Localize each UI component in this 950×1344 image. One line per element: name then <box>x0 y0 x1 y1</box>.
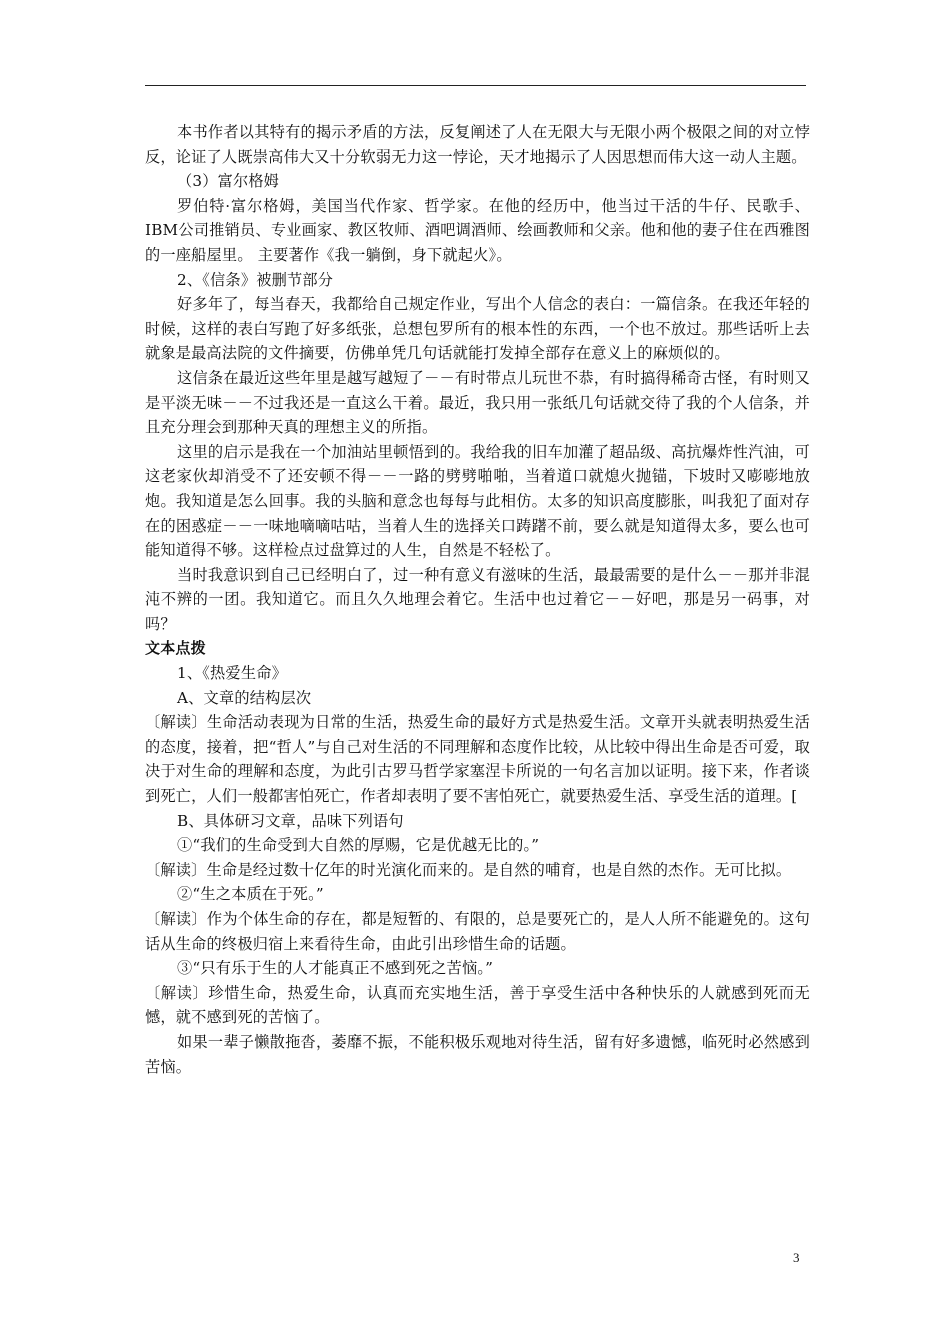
paragraph: 这里的启示是我在一个加油站里顿悟到的。我给我的旧车加灌了超品级、高抗爆炸性汽油，可这老家伙却消受不了还安顿不得－－一路的劈劈啪啪，当着道口就熄火抛锚，下坡时又嘭嘭地放炮。我知道是怎么回事。我的头脑和意念也每每与此相仿。太多的知识高度膨胀，叫我犯了面对存在的困惑症－－一味地嘀嘀咕咕，当着人生的选择关口踌躇不前，要么就是知道得太多，要么也可能知道得不够。这样检点过盘算过的人生，自然是不轻松了。 <box>145 442 810 560</box>
paragraph: A、文章的结构层次 <box>177 688 312 707</box>
paragraph: B、具体研习文章，品味下列语句 <box>177 811 404 830</box>
paragraph: 如果一辈子懒散拖沓，萎靡不振，不能积极乐观地对待生活，留有好多遗憾，临死时必然感到苦恼。 <box>145 1032 810 1076</box>
page-number: 3 <box>793 1250 800 1265</box>
paragraph: 〔解读〕生命是经过数十亿年的时光演化而来的。是自然的哺育，也是自然的杰作。无可比拟。 <box>145 860 792 879</box>
paragraph: 本书作者以其特有的揭示矛盾的方法，反复阐述了人在无限大与无限小两个极限之间的对立悖反，论证了人既崇高伟大又十分软弱无力这一悖论，天才地揭示了人因思想而伟大这一动人主题。 <box>145 123 810 166</box>
paragraph: 1、《热爱生命》 <box>177 664 287 683</box>
paragraph: 〔解读〕珍惜生命，热爱生命，认真而充实地生活，善于享受生活中各种快乐的人就感到死而无憾，就不感到死的苦恼了。 <box>145 983 810 1027</box>
section-heading: 文本点拨 <box>145 639 206 658</box>
paragraph: 这信条在最近这些年里是越写越短了－－有时带点儿玩世不恭，有时搞得稀奇古怪，有时则又是平淡无味－－不过我还是一直这么干着。最近，我只用一张纸几句话就交待了我的个人信条，并且充分理会到那种天真的理想主义的所指。 <box>145 368 810 437</box>
paragraph: 〔解读〕生命活动表现为日常的生活，热爱生命的最好方式是热爱生活。文章开头就表明热爱生活的态度，接着，把“哲人”与自己对生活的不同理解和态度作比较，从比较中得出生命是否可爱，取决于对生命的理解和态度，为此引古罗马哲学家塞涅卡所说的一句名言加以证明。接下来，作者谈到死亡，人们一般都害怕死亡，作者却表明了要不害怕死亡，就要热爱生活、享受生活的道理。[ <box>145 713 810 806</box>
document-body <box>145 120 810 1079</box>
paragraph: ②“生之本质在于死。” <box>177 885 324 904</box>
paragraph: ①“我们的生命受到大自然的厚赐，它是优越无比的。” <box>177 836 540 855</box>
paragraph: （3）富尔格姆 <box>177 172 280 191</box>
paragraph: 当时我意识到自己已经明白了，过一种有意义有滋味的生活，最最需要的是什么－－那并非混沌不辨的一团。我知道它。而且久久地理会着它。生活中也过着它－－好吧，那是另一码事，对吗？ <box>145 565 810 633</box>
header-rule <box>145 85 806 86</box>
paragraph: 罗伯特·富尔格姆，美国当代作家、哲学家。在他的经历中，他当过干活的牛仔、民歌手、IBM公司推销员、专业画家、教区牧师、酒吧调酒师、绘画教师和父亲。他和他的妻子住在西雅图的一座船屋里。 主要著作《我一躺倒，身下就起火》。 <box>145 196 810 264</box>
paragraph: 2、《信条》被删节部分 <box>177 270 334 289</box>
paragraph: ③“只有乐于生的人才能真正不感到死之苦恼。” <box>177 959 494 978</box>
paragraph: 好多年了，每当春天，我都给自己规定作业，写出个人信念的表白：一篇信条。在我还年轻的时候，这样的表白写跑了好多纸张，总想包罗所有的根本性的东西，一个也不放过。那些话听上去就象是最高法院的文件摘要，仿佛单凭几句话就能打发掉全部存在意义上的麻烦似的。 <box>145 295 810 363</box>
paragraph: 〔解读〕作为个体生命的存在，都是短暂的、有限的，总是要死亡的，是人人所不能避免的。这句话从生命的终极归宿上来看待生命，由此引出珍惜生命的话题。 <box>145 910 810 953</box>
